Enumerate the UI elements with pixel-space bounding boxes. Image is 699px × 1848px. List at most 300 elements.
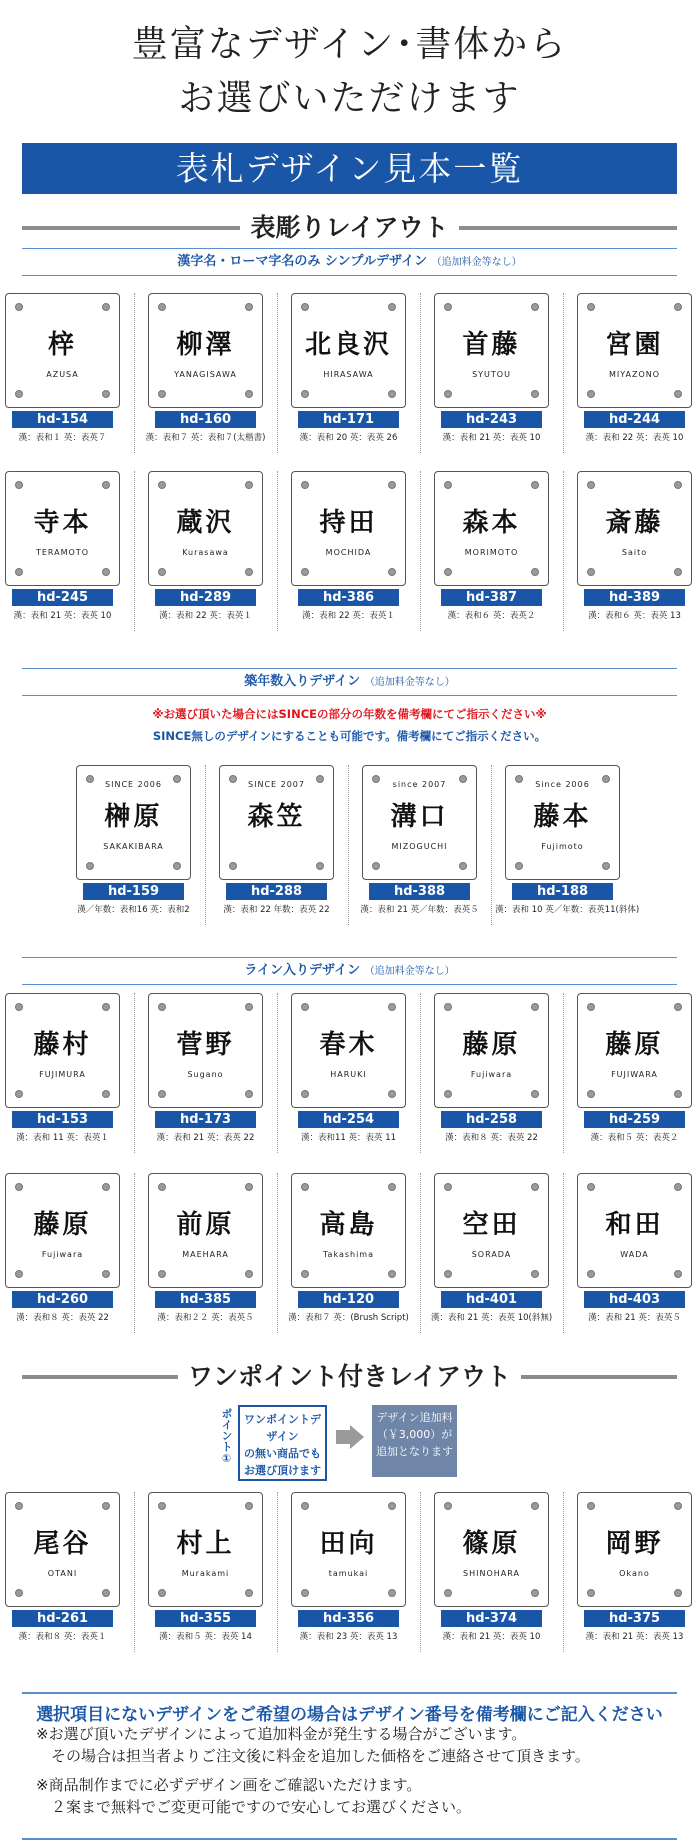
design-card[interactable] <box>281 293 416 453</box>
font-spec: 漢：表和７ 英：表和７(太楷書) <box>145 433 266 443</box>
screw-icon <box>531 1502 539 1510</box>
sample-kanji-name: 尾谷 <box>33 1529 92 1559</box>
nameplate-sample <box>5 293 120 408</box>
nameplate-sample <box>148 1173 263 1288</box>
screw-icon <box>444 1502 452 1510</box>
sample-roman-name: SHINOHARA <box>463 1569 520 1578</box>
nameplate-sample <box>434 1492 549 1607</box>
sample-roman-name: MAEHARA <box>182 1250 229 1259</box>
screw-icon <box>388 481 396 489</box>
section-title: 表彫りレイアウト <box>240 213 458 242</box>
design-card[interactable] <box>567 471 699 631</box>
font-spec: 漢：表和11 英：表英 11 <box>300 1133 397 1143</box>
screw-icon <box>444 1090 452 1098</box>
screw-icon <box>444 1589 452 1597</box>
font-spec: 漢：表和 21 英：表英 10 <box>13 611 112 621</box>
since-text: SINCE 2007 <box>248 780 305 789</box>
sample-kanji-name: 北良沢 <box>304 330 392 360</box>
point-box-line: ワンポイントデザイン <box>244 1413 321 1443</box>
section-title: ワンポイント付きレイアウト <box>178 1362 521 1391</box>
column-divider <box>277 1173 278 1333</box>
screw-icon <box>158 390 166 398</box>
screw-icon <box>301 481 309 489</box>
nameplate-sample <box>577 1173 692 1288</box>
design-code: hd-258 <box>441 1111 542 1128</box>
since-text: Since 2006 <box>535 780 590 789</box>
footer-line: その場合は担当者よりご注文後に料金を追加した価格をご連絡させて頂きます。 <box>36 1747 590 1765</box>
design-card[interactable] <box>495 765 640 925</box>
screw-icon <box>301 1270 309 1278</box>
screw-icon <box>15 1183 23 1191</box>
sample-roman-name: FUJIWARA <box>611 1070 658 1079</box>
font-spec: 漢：表和２２ 英：表英５ <box>157 1313 254 1323</box>
design-card[interactable] <box>424 471 559 631</box>
arrow-shaft <box>336 1430 350 1444</box>
nameplate-sample <box>577 471 692 586</box>
since-blue-note: SINCE無しのデザインにすることも可能です。備考欄にてご指示ください。 <box>152 729 547 743</box>
screw-icon <box>531 1270 539 1278</box>
font-spec: 漢：表和７ 英：(Brush Script) <box>288 1313 409 1323</box>
sample-kanji-name: 春木 <box>319 1030 378 1060</box>
sample-kanji-name: 持田 <box>319 508 378 538</box>
design-code: hd-356 <box>298 1610 399 1627</box>
screw-icon <box>173 862 181 870</box>
subsection-simple <box>22 248 677 276</box>
screw-icon <box>674 568 682 576</box>
font-spec: 漢：表和 21 英：表英５ <box>588 1313 681 1323</box>
screw-icon <box>245 1502 253 1510</box>
sample-roman-name: SORADA <box>471 1250 512 1259</box>
column-divider <box>420 293 421 453</box>
screw-icon <box>531 1589 539 1597</box>
design-card[interactable] <box>138 471 273 631</box>
screw-icon <box>86 862 94 870</box>
sample-roman-name: TERAMOTO <box>35 548 90 557</box>
column-divider <box>420 471 421 631</box>
design-code: hd-289 <box>155 589 256 606</box>
design-code: hd-160 <box>155 411 256 428</box>
design-card[interactable] <box>567 993 699 1153</box>
font-spec: 漢：表和８ 英：表英 22 <box>445 1133 538 1143</box>
screw-icon <box>531 1183 539 1191</box>
font-spec: 漢：表和 21 英：表英 10 <box>442 1632 541 1642</box>
screw-icon <box>587 1589 595 1597</box>
screw-icon <box>531 390 539 398</box>
sample-roman-name: HIRASAWA <box>323 370 374 379</box>
screw-icon <box>245 1003 253 1011</box>
nameplate-sample <box>434 471 549 586</box>
design-code: hd-386 <box>298 589 399 606</box>
design-card[interactable] <box>424 1173 559 1333</box>
sample-roman-name: Okano <box>619 1569 650 1578</box>
sample-roman-name: Sugano <box>187 1070 224 1079</box>
design-code: hd-388 <box>369 883 470 900</box>
design-card[interactable] <box>567 293 699 453</box>
design-card[interactable] <box>0 1492 130 1652</box>
nameplate-sample <box>577 993 692 1108</box>
footer-title: 選択項目にないデザインをご希望の場合はデザイン番号を備考欄にご記入ください <box>22 1692 677 1725</box>
screw-icon <box>158 1183 166 1191</box>
design-code: hd-173 <box>155 1111 256 1128</box>
sample-kanji-name: 溝口 <box>390 802 449 832</box>
subsection-line <box>22 957 677 985</box>
design-code: hd-159 <box>83 883 184 900</box>
screw-icon <box>587 1183 595 1191</box>
screw-icon <box>444 1270 452 1278</box>
screw-icon <box>102 1090 110 1098</box>
column-divider <box>491 765 492 925</box>
column-divider <box>563 1492 564 1652</box>
design-card[interactable] <box>424 293 559 453</box>
sample-roman-name: HARUKI <box>330 1070 367 1079</box>
column-divider <box>277 1492 278 1652</box>
screw-icon <box>587 1090 595 1098</box>
screw-icon <box>388 390 396 398</box>
screw-icon <box>531 481 539 489</box>
design-card[interactable] <box>66 765 201 925</box>
nameplate-sample <box>434 993 549 1108</box>
column-divider <box>420 1492 421 1652</box>
screw-icon <box>674 481 682 489</box>
point-box-line: お選び頂けます <box>244 1464 321 1477</box>
point-fee-line: （￥3,000）が <box>376 1428 453 1441</box>
sample-roman-name: WADA <box>620 1250 649 1259</box>
screw-icon <box>301 1183 309 1191</box>
design-card[interactable] <box>352 765 487 925</box>
sample-kanji-name: 村上 <box>176 1529 235 1559</box>
screw-icon <box>388 303 396 311</box>
screw-icon <box>388 1589 396 1597</box>
column-divider <box>277 471 278 631</box>
sample-roman-name: FUJIMURA <box>39 1070 86 1079</box>
sample-kanji-name: 藤本 <box>533 802 592 832</box>
nameplate-sample <box>291 993 406 1108</box>
design-card[interactable] <box>138 1173 273 1333</box>
screw-icon <box>15 1270 23 1278</box>
footer-line: ２案まで無料でご変更可能ですので安心してお選びください。 <box>36 1798 472 1816</box>
screw-icon <box>301 1003 309 1011</box>
font-spec: 漢：表和 21 英：表英 22 <box>156 1133 255 1143</box>
sample-roman-name: SYUTOU <box>472 370 511 379</box>
screw-icon <box>158 303 166 311</box>
column-divider <box>563 993 564 1153</box>
screw-icon <box>444 568 452 576</box>
screw-icon <box>301 1589 309 1597</box>
sample-roman-name: Fujimoto <box>541 842 584 851</box>
screw-icon <box>444 390 452 398</box>
screw-icon <box>388 1090 396 1098</box>
design-card[interactable] <box>567 1173 699 1333</box>
font-spec: 漢：表和１ 英：表英７ <box>18 433 107 443</box>
screw-icon <box>301 1090 309 1098</box>
design-code: hd-243 <box>441 411 542 428</box>
screw-icon <box>301 390 309 398</box>
nameplate-sample <box>434 293 549 408</box>
screw-icon <box>444 1183 452 1191</box>
arrow-right-icon <box>350 1425 364 1449</box>
sample-roman-name: MIYAZONO <box>608 370 661 379</box>
design-card[interactable] <box>138 993 273 1153</box>
design-card[interactable] <box>0 1173 130 1333</box>
design-code: hd-374 <box>441 1610 542 1627</box>
sample-roman-name: Fujiwara <box>41 1250 84 1259</box>
screw-icon <box>674 1183 682 1191</box>
screw-icon <box>587 1270 595 1278</box>
design-code: hd-401 <box>441 1291 542 1308</box>
screw-icon <box>245 1589 253 1597</box>
screw-icon <box>602 862 610 870</box>
column-divider <box>134 993 135 1153</box>
screw-icon <box>388 568 396 576</box>
column-divider <box>277 293 278 453</box>
nameplate-sample <box>148 993 263 1108</box>
nameplate-sample <box>434 1173 549 1288</box>
point-box-line: の無い商品でも <box>244 1447 321 1460</box>
nameplate-sample <box>219 765 334 880</box>
screw-icon <box>102 1003 110 1011</box>
column-divider <box>134 471 135 631</box>
font-spec: 漢：表和 23 英：表英 13 <box>299 1632 398 1642</box>
nameplate-sample <box>5 1492 120 1607</box>
font-spec: 漢：表和８ 英：表英 22 <box>16 1313 109 1323</box>
column-divider <box>563 471 564 631</box>
screw-icon <box>158 1502 166 1510</box>
font-spec: 漢：表和６ 英：表英２ <box>447 611 536 621</box>
design-card[interactable] <box>567 1492 699 1652</box>
font-spec: 漢：表和 22 英：表英１ <box>302 611 395 621</box>
sample-roman-name: MOCHIDA <box>325 548 372 557</box>
screw-icon <box>245 568 253 576</box>
design-card[interactable] <box>281 993 416 1153</box>
nameplate-sample <box>76 765 191 880</box>
screw-icon <box>158 1003 166 1011</box>
sample-kanji-name: 梓 <box>47 330 77 360</box>
screw-icon <box>102 303 110 311</box>
font-spec: 漢：表和５ 英：表英 14 <box>159 1632 252 1642</box>
nameplate-sample <box>291 293 406 408</box>
nameplate-sample <box>5 471 120 586</box>
sample-roman-name: MORIMOTO <box>464 548 519 557</box>
footer-line: ※商品制作までに必ずデザイン画をご確認いただけます。 <box>36 1776 422 1794</box>
nameplate-sample <box>291 1173 406 1288</box>
screw-icon <box>301 303 309 311</box>
sample-roman-name: AZUSA <box>46 370 79 379</box>
design-code: hd-259 <box>584 1111 685 1128</box>
screw-icon <box>15 1589 23 1597</box>
design-code: hd-244 <box>584 411 685 428</box>
sample-kanji-name: 斎藤 <box>605 508 664 538</box>
design-card[interactable] <box>209 765 344 925</box>
design-code: hd-403 <box>584 1291 685 1308</box>
sample-kanji-name: 首藤 <box>462 330 521 360</box>
column-divider <box>134 1173 135 1333</box>
screw-icon <box>587 1003 595 1011</box>
bottom-rule <box>22 1838 677 1840</box>
sample-roman-name: tamukai <box>328 1569 369 1578</box>
sample-roman-name: Murakami <box>181 1569 230 1578</box>
design-card[interactable] <box>281 1492 416 1652</box>
column-divider <box>420 993 421 1153</box>
sample-kanji-name: 前原 <box>176 1210 235 1240</box>
nameplate-sample <box>291 1492 406 1607</box>
design-code: hd-245 <box>12 589 113 606</box>
screw-icon <box>15 390 23 398</box>
subsection-note: （追加料金等なし） <box>431 257 522 268</box>
subsection-title: 築年数入りデザイン <box>244 674 361 689</box>
point-fee-line: 追加となります <box>376 1445 453 1458</box>
font-spec: 漢：表和 21 英：表英 10 <box>442 433 541 443</box>
nameplate-sample <box>5 993 120 1108</box>
column-divider <box>563 1173 564 1333</box>
screw-icon <box>15 303 23 311</box>
footer-line: ※お選び頂いたデザインによって追加料金が発生する場合がございます。 <box>36 1725 527 1743</box>
sample-roman-name: Saito <box>621 548 648 557</box>
sample-kanji-name: 蔵沢 <box>176 508 235 538</box>
nameplate-sample <box>148 1492 263 1607</box>
font-spec: 漢：表和 20 英：表英 26 <box>299 433 398 443</box>
screw-icon <box>102 1589 110 1597</box>
screw-icon <box>15 1502 23 1510</box>
screw-icon <box>674 1270 682 1278</box>
font-spec: 漢：表和６ 英：表英 13 <box>588 611 681 621</box>
screw-icon <box>388 1502 396 1510</box>
screw-icon <box>674 1003 682 1011</box>
sample-kanji-name: 藤村 <box>33 1030 92 1060</box>
since-text: SINCE 2006 <box>105 780 162 789</box>
screw-icon <box>301 568 309 576</box>
screw-icon <box>674 1589 682 1597</box>
design-code: hd-375 <box>584 1610 685 1627</box>
design-card[interactable] <box>0 293 130 453</box>
sample-kanji-name: 藤原 <box>33 1210 92 1240</box>
screw-icon <box>245 303 253 311</box>
font-spec: 漢：表和 22 英：表英１ <box>159 611 252 621</box>
screw-icon <box>587 568 595 576</box>
screw-icon <box>15 1003 23 1011</box>
screw-icon <box>444 303 452 311</box>
screw-icon <box>531 303 539 311</box>
design-card[interactable] <box>424 993 559 1153</box>
column-divider <box>420 1173 421 1333</box>
sample-roman-name: MIZOGUCHI <box>391 842 448 851</box>
since-text: since 2007 <box>392 780 447 789</box>
design-code: hd-171 <box>298 411 399 428</box>
screw-icon <box>245 481 253 489</box>
sample-kanji-name: 榊原 <box>104 802 163 832</box>
design-code: hd-153 <box>12 1111 113 1128</box>
nameplate-sample <box>148 293 263 408</box>
screw-icon <box>229 862 237 870</box>
sample-roman-name: Fujiwara <box>470 1070 513 1079</box>
screw-icon <box>444 1003 452 1011</box>
sample-kanji-name: 藤原 <box>462 1030 521 1060</box>
font-spec: 漢：表和 21 英：表英 10(斜無) <box>430 1313 553 1323</box>
sample-kanji-name: 宮園 <box>605 330 664 360</box>
screw-icon <box>674 390 682 398</box>
sample-roman-name: Kurasawa <box>182 548 229 557</box>
screw-icon <box>388 1270 396 1278</box>
subsection-title: 漢字名・ローマ字名のみ シンプルデザイン <box>177 254 428 269</box>
hero-line-2: お選びいただけます <box>178 78 521 119</box>
screw-icon <box>388 1183 396 1191</box>
font-spec: 漢：表和 22 英：表英 10 <box>585 433 684 443</box>
design-code: hd-355 <box>155 1610 256 1627</box>
sample-roman-name: YANAGISAWA <box>174 370 237 379</box>
column-divider <box>134 293 135 453</box>
sample-kanji-name: 和田 <box>605 1210 664 1240</box>
screw-icon <box>158 1090 166 1098</box>
screw-icon <box>245 390 253 398</box>
screw-icon <box>531 1003 539 1011</box>
sample-kanji-name: 高島 <box>319 1210 378 1240</box>
screw-icon <box>102 390 110 398</box>
nameplate-sample <box>362 765 477 880</box>
section-heading-omote <box>0 213 699 243</box>
screw-icon <box>15 568 23 576</box>
design-code: hd-260 <box>12 1291 113 1308</box>
design-code: hd-385 <box>155 1291 256 1308</box>
screw-icon <box>15 481 23 489</box>
screw-icon <box>15 1090 23 1098</box>
point-fee-box <box>372 1405 457 1477</box>
font-spec: 漢／年数：表和16 英：表和2 <box>77 905 190 915</box>
screw-icon <box>158 1589 166 1597</box>
column-divider <box>277 993 278 1153</box>
screw-icon <box>674 303 682 311</box>
screw-icon <box>102 1502 110 1510</box>
screw-icon <box>587 390 595 398</box>
font-spec: 漢：表和５ 英：表英２ <box>590 1133 679 1143</box>
sample-kanji-name: 寺本 <box>33 508 92 538</box>
column-divider <box>205 765 206 925</box>
design-code: hd-188 <box>512 883 613 900</box>
screw-icon <box>515 862 523 870</box>
screw-icon <box>102 481 110 489</box>
design-card[interactable] <box>0 993 130 1153</box>
sample-kanji-name: 田向 <box>319 1529 378 1559</box>
since-red-note: ※お選び頂いた場合にはSINCEの部分の年数を備考欄にてご指示ください※ <box>152 707 547 721</box>
design-card[interactable] <box>138 1492 273 1652</box>
nameplate-sample <box>505 765 620 880</box>
point-fee-line: デザイン追加料 <box>376 1411 453 1424</box>
title-banner: 表札デザイン見本一覧 <box>22 143 677 194</box>
screw-icon <box>102 1183 110 1191</box>
design-card[interactable] <box>281 471 416 631</box>
design-card[interactable] <box>0 471 130 631</box>
design-code: hd-254 <box>298 1111 399 1128</box>
design-card[interactable] <box>138 293 273 453</box>
screw-icon <box>102 568 110 576</box>
screw-icon <box>245 1090 253 1098</box>
screw-icon <box>531 568 539 576</box>
font-spec: 漢：表和 22 年数：表英 22 <box>223 905 330 915</box>
point-label: ポイント① <box>220 1408 233 1465</box>
design-card[interactable] <box>281 1173 416 1333</box>
font-spec: 漢：表和８ 英：表英１ <box>18 1632 107 1642</box>
screw-icon <box>444 481 452 489</box>
sample-kanji-name: 森笠 <box>247 802 306 832</box>
screw-icon <box>102 1270 110 1278</box>
screw-icon <box>158 481 166 489</box>
screw-icon <box>316 862 324 870</box>
design-card[interactable] <box>424 1492 559 1652</box>
screw-icon <box>372 862 380 870</box>
design-code: hd-389 <box>584 589 685 606</box>
column-divider <box>563 293 564 453</box>
screw-icon <box>587 1502 595 1510</box>
sample-kanji-name: 菅野 <box>176 1030 235 1060</box>
sample-kanji-name: 柳澤 <box>176 330 235 360</box>
